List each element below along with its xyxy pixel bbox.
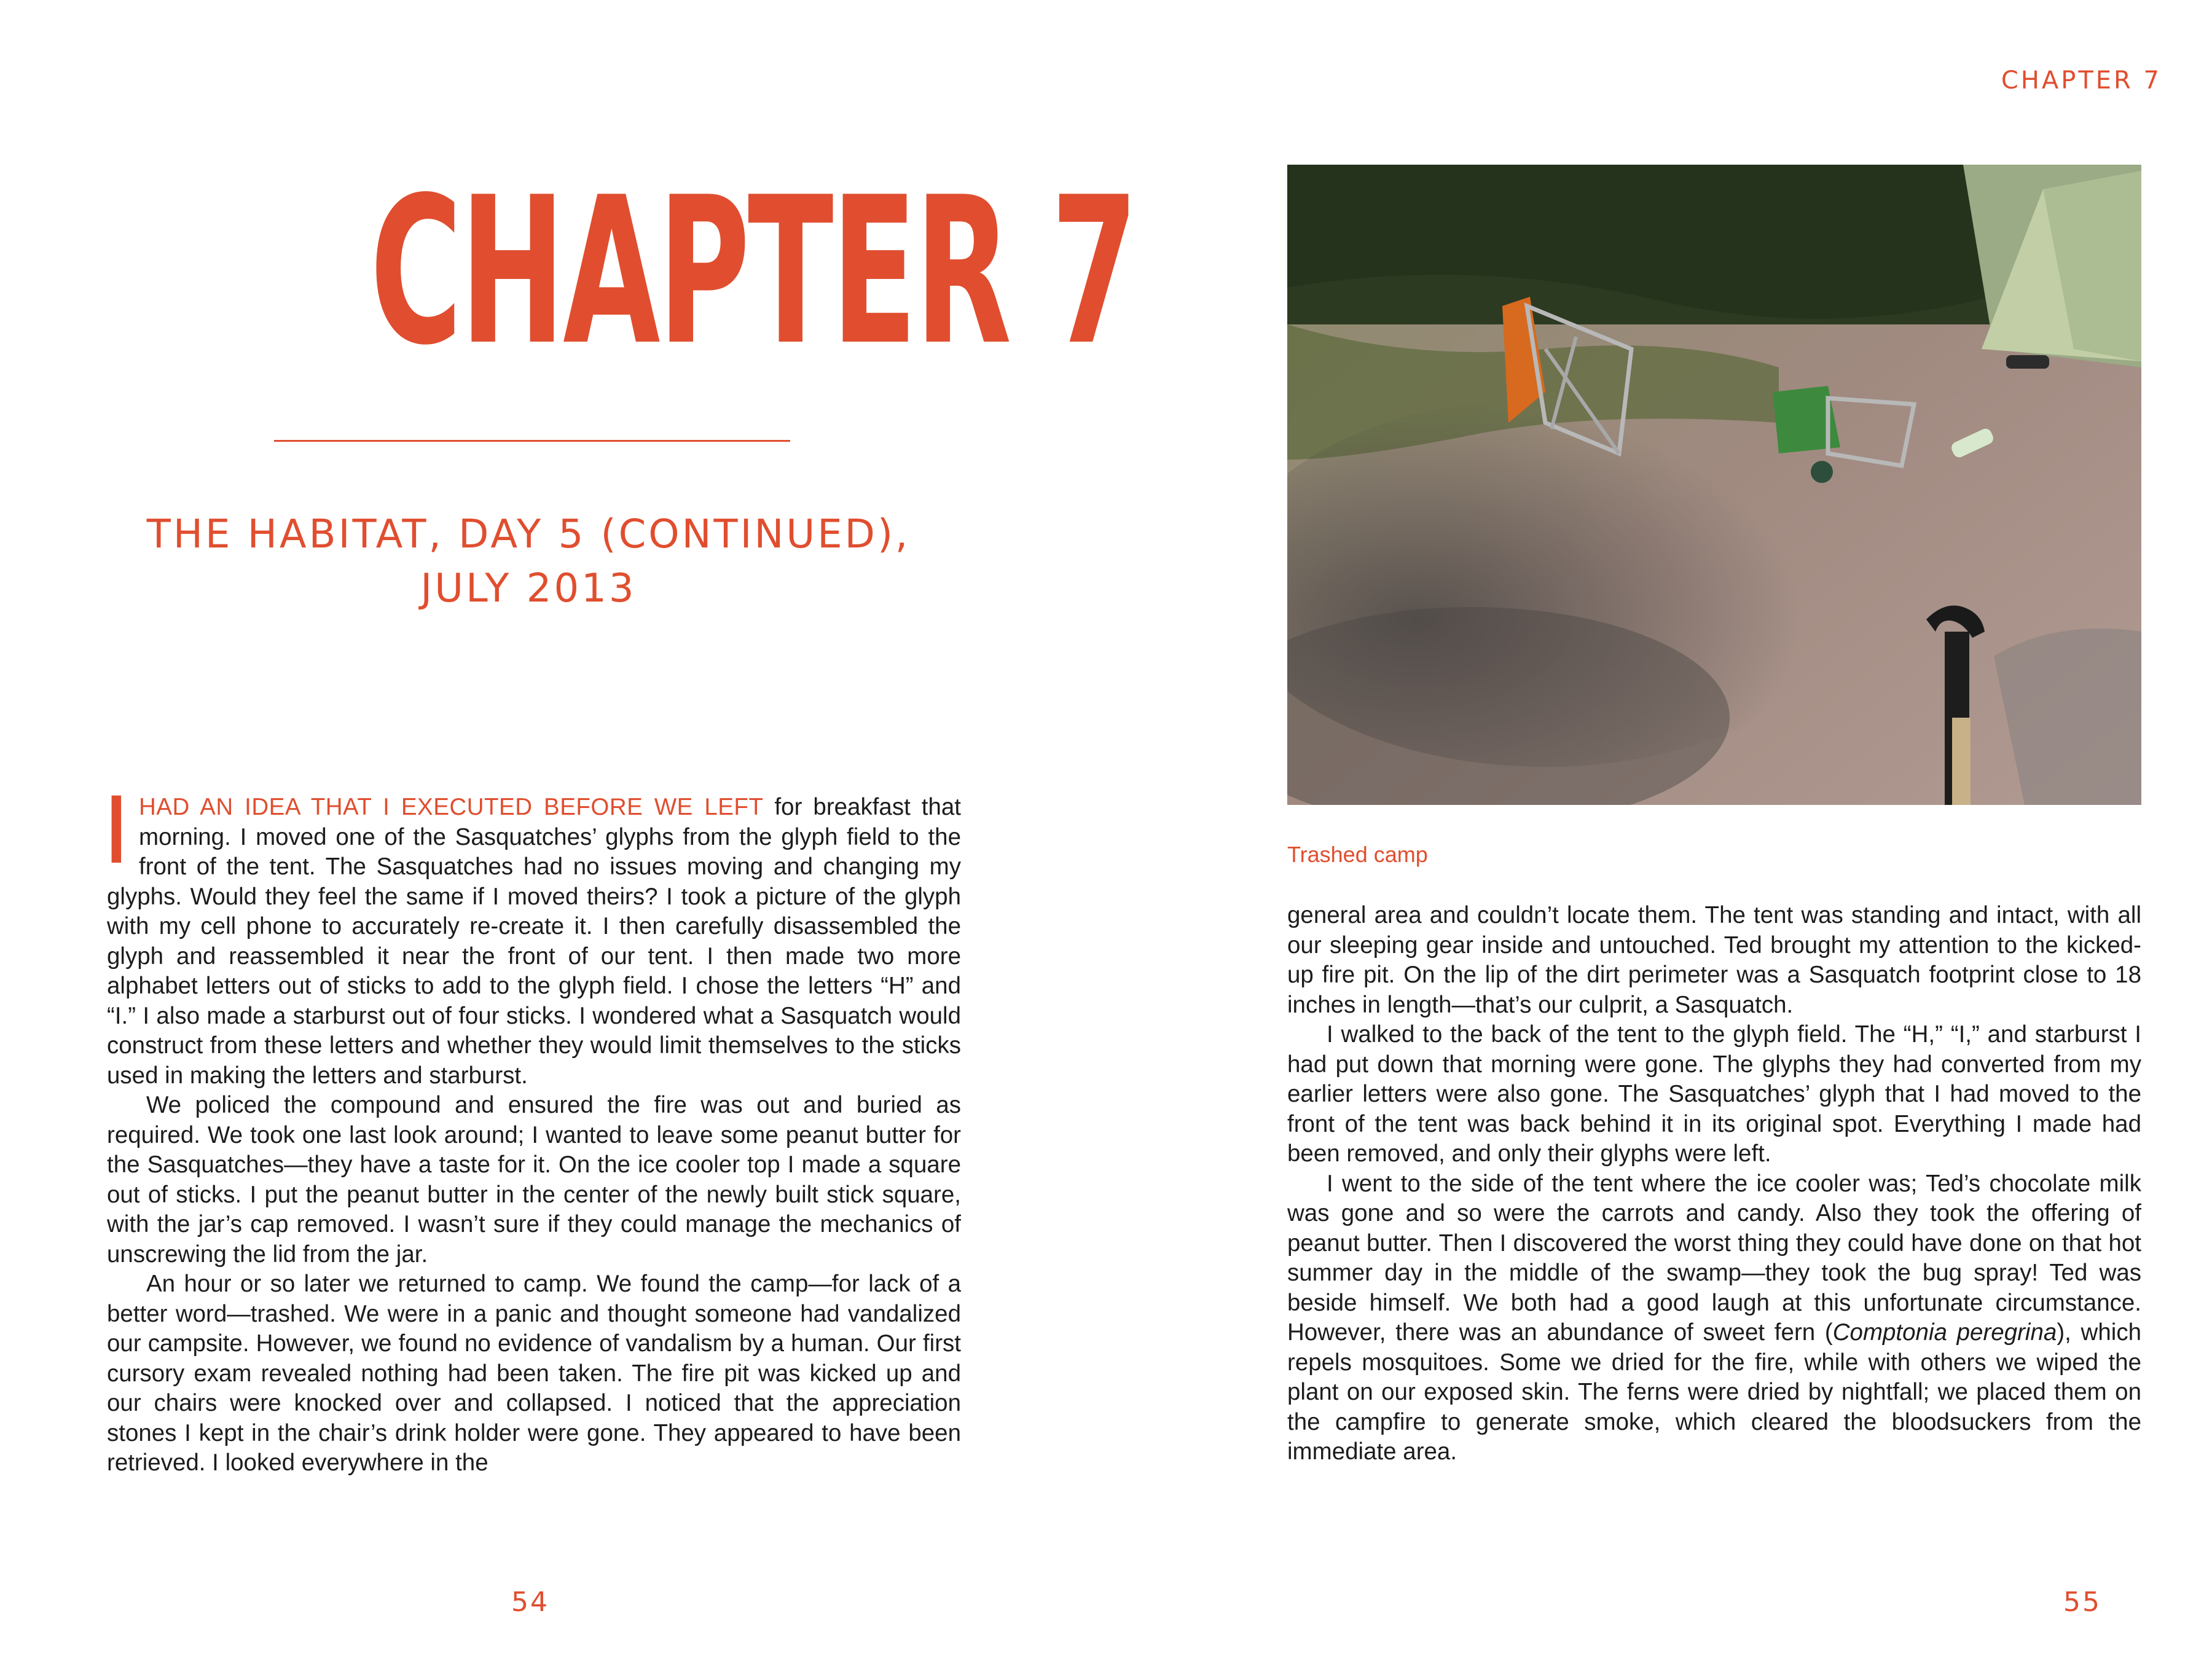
paragraph-6 — [1287, 1169, 2141, 1467]
paragraph-1-text: for breakfast that morning. I moved one of the Sasquatches’ glyphs from the glyph field to the front of the tent. The Sasquatches had no issues moving and changing my glyphs. Would they feel the same if I moved theirs? I took a picture of the glyph with my cell phone to accurately re-create it. I then carefully disassembled the glyph and reassembled it near the front of our tent. I then made two more alphabet letters out of sticks to add to the glyph field. I chose the letters “H” and “I.” I also made a starburst out of four sticks. I wondered what a Sasquatch would construct from these letters and whether they would limit themselves to the sticks used in making the letters and starburst. — [107, 794, 961, 1089]
paragraph-5: I walked to the back of the tent to the glyph field. The “H,” “I,” and starburst I had put down that morning were gone. The glyphs they had converted from my earlier letters were also gone. The Sasquatches’ glyph that I had moved to the front of the tent was back behind it in its original spot. Everything I made had been removed, and only their glyphs were left. — [1287, 1021, 2141, 1167]
photo-caption: Trashed camp — [1287, 842, 1428, 867]
chapter-subtitle — [98, 508, 959, 616]
trashed-camp-photo — [1287, 165, 2141, 805]
subtitle-line-2: JULY 2013 — [420, 566, 637, 611]
lead-in: HAD AN IDEA THAT I EXECUTED BEFORE WE LEFT — [139, 794, 764, 820]
species-name: Comptonia peregrina — [1832, 1319, 2057, 1346]
page-number-right: 55 — [2063, 1586, 2101, 1618]
title-rule — [274, 440, 790, 442]
paragraph-1 — [107, 778, 961, 1091]
drop-cap: I — [107, 778, 126, 885]
paragraph-6-text-b: ), which repels mosquitoes. Some we dried for the fire, while with others we wiped the plant on our exposed skin. The ferns were dried by nightfall; we placed them on the campfire to generate smoke, which cleared the bloodsuckers from the immediate area. — [1287, 1319, 2141, 1465]
right-body-text — [1287, 901, 2141, 1467]
left-body-text — [107, 778, 961, 1478]
paragraph-2: We policed the compound and ensured the fire was out and buried as required. We took one last look around; I wanted to leave some peanut butter for the Sasquatches—they have a taste for it. On the ice cooler top I made a square out of sticks. I put the peanut butter in the center of the newly built stick square, with the jar’s cap removed. I wasn’t sure if they could manage the mechanics of unscrewing the lid from the jar. — [107, 1092, 961, 1268]
page-number-left: 54 — [511, 1586, 549, 1618]
running-head: CHAPTER 7 — [2001, 66, 2162, 95]
paragraph-4: general area and couldn’t locate them. The tent was standing and intact, with all our sleeping gear inside and untouched. Ted brought my attention to the kicked-up fire pit. On the lip of the dirt perimeter was a Sasquatch footprint close to 18 inches in length—that’s our culprit, a Sasquatch. — [1287, 902, 2141, 1018]
paragraph-3: An hour or so later we returned to camp. We found the camp—for lack of a better word—trashed. We were in a panic and thought someone had vandalized our campsite. However, we found no evidence of vandalism by a human. Our first cursory exam revealed nothing had been taken. The fire pit was kicked up and our chairs were knocked over and collapsed. I noticed that the appreciation stones I kept in the chair’s drink holder were gone. They appeared to have been retrieved. I looked everywhere in the — [107, 1271, 961, 1476]
chapter-title: CHAPTER 7 — [370, 154, 1136, 390]
paragraph-6-text-a: I went to the side of the tent where the ice cooler was; Ted’s chocolate milk was gone and so were the carrots and candy. Also they took the offering of peanut butter. Then I discovered the worst thing they could have done on that hot summer day in the middle of the swamp—they took the bug spray! Ted was beside himself. We both had a good laugh at this unfortunate circumstance. However, there was an abundance of sweet fern ( — [1287, 1170, 2141, 1346]
subtitle-line-1: THE HABITAT, DAY 5 (CONTINUED), — [146, 512, 911, 557]
